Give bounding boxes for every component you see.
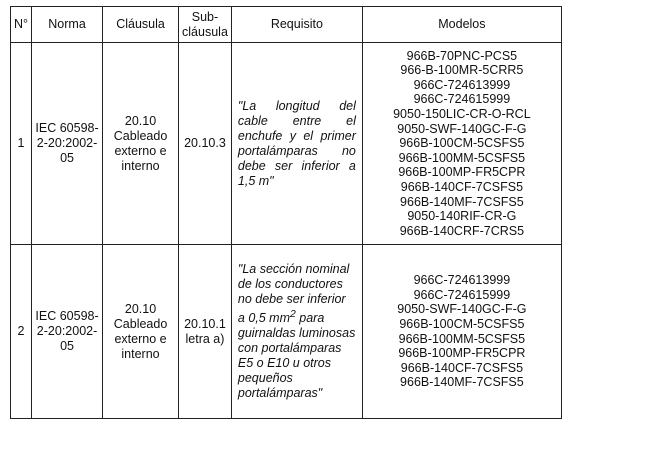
model-item: 9050-150LIC-CR-O-RCL <box>393 107 531 122</box>
model-item: 966B-100MM-5CSFS5 <box>398 331 526 346</box>
model-item: 966B-100MP-FR5CPR <box>398 346 526 361</box>
requisito-text-b: para guirnaldas luminosas con portalámparas E5 o E10 u otros pequeños portalámparas" <box>237 311 356 401</box>
header-requisito: Requisito <box>231 7 362 43</box>
row-norma: IEC 60598-2-20:2002-05 <box>32 43 103 245</box>
header-subclausula: Sub-cláusula <box>179 7 232 43</box>
requisito-superscript: 2 <box>290 308 296 320</box>
requirements-table <box>10 6 562 419</box>
model-item: 966C-724613999 <box>413 273 511 288</box>
model-item: 966B-140CRF-7CRS5 <box>399 223 525 238</box>
row-subclausula: 20.10.1 letra a) <box>179 245 232 419</box>
model-item: 966B-70PNC-PCS5 <box>406 48 518 63</box>
row-num: 2 <box>11 245 32 419</box>
model-item: 966B-100MM-5CSFS5 <box>398 150 526 165</box>
row-modelos <box>362 43 561 245</box>
row-clausula: 20.10 Cableado externo e interno <box>103 245 179 419</box>
model-item: 9050-SWF-140GC-F-G <box>397 121 527 136</box>
model-item: 966-B-100MR-5CRR5 <box>400 63 524 78</box>
model-item: 966C-724613999 <box>413 77 511 92</box>
table-row <box>11 43 562 245</box>
model-item: 966C-724615999 <box>413 92 511 107</box>
model-item: 966B-140MF-7CSFS5 <box>400 375 524 390</box>
row-num: 1 <box>11 43 32 245</box>
row-modelos <box>362 245 561 419</box>
row-subclausula: 20.10.3 <box>179 43 232 245</box>
model-item: 9050-SWF-140GC-F-G <box>397 302 527 317</box>
document-page <box>10 6 562 419</box>
model-item: 966B-140CF-7CSFS5 <box>400 360 524 375</box>
header-norma: Norma <box>32 7 103 43</box>
table-row <box>11 245 562 419</box>
requisito-text-a: "La sección nominal de los conductores no debe ser inferior a 0,5 mm <box>237 261 350 326</box>
header-clausula: Cláusula <box>103 7 179 43</box>
model-item: 9050-140RIF-CR-G <box>407 209 517 224</box>
header-num: N° <box>11 7 32 43</box>
header-row <box>11 7 562 43</box>
header-modelos: Modelos <box>362 7 561 43</box>
model-item: 966B-100CM-5CSFS5 <box>399 316 525 331</box>
row-norma: IEC 60598-2-20:2002-05 <box>32 245 103 419</box>
row-clausula: 20.10 Cableado externo e interno <box>103 43 179 245</box>
row-requisito: "La longitud del cable entre el enchufe y el primer portalámparas no debe ser inferior a 1,5 m" <box>231 43 362 245</box>
row-requisito <box>231 245 362 419</box>
model-item: 966B-100CM-5CSFS5 <box>399 136 525 151</box>
model-item: 966B-140MF-7CSFS5 <box>400 194 524 209</box>
model-item: 966C-724615999 <box>413 287 511 302</box>
model-item: 966B-140CF-7CSFS5 <box>400 179 524 194</box>
model-item: 966B-100MP-FR5CPR <box>398 165 526 180</box>
